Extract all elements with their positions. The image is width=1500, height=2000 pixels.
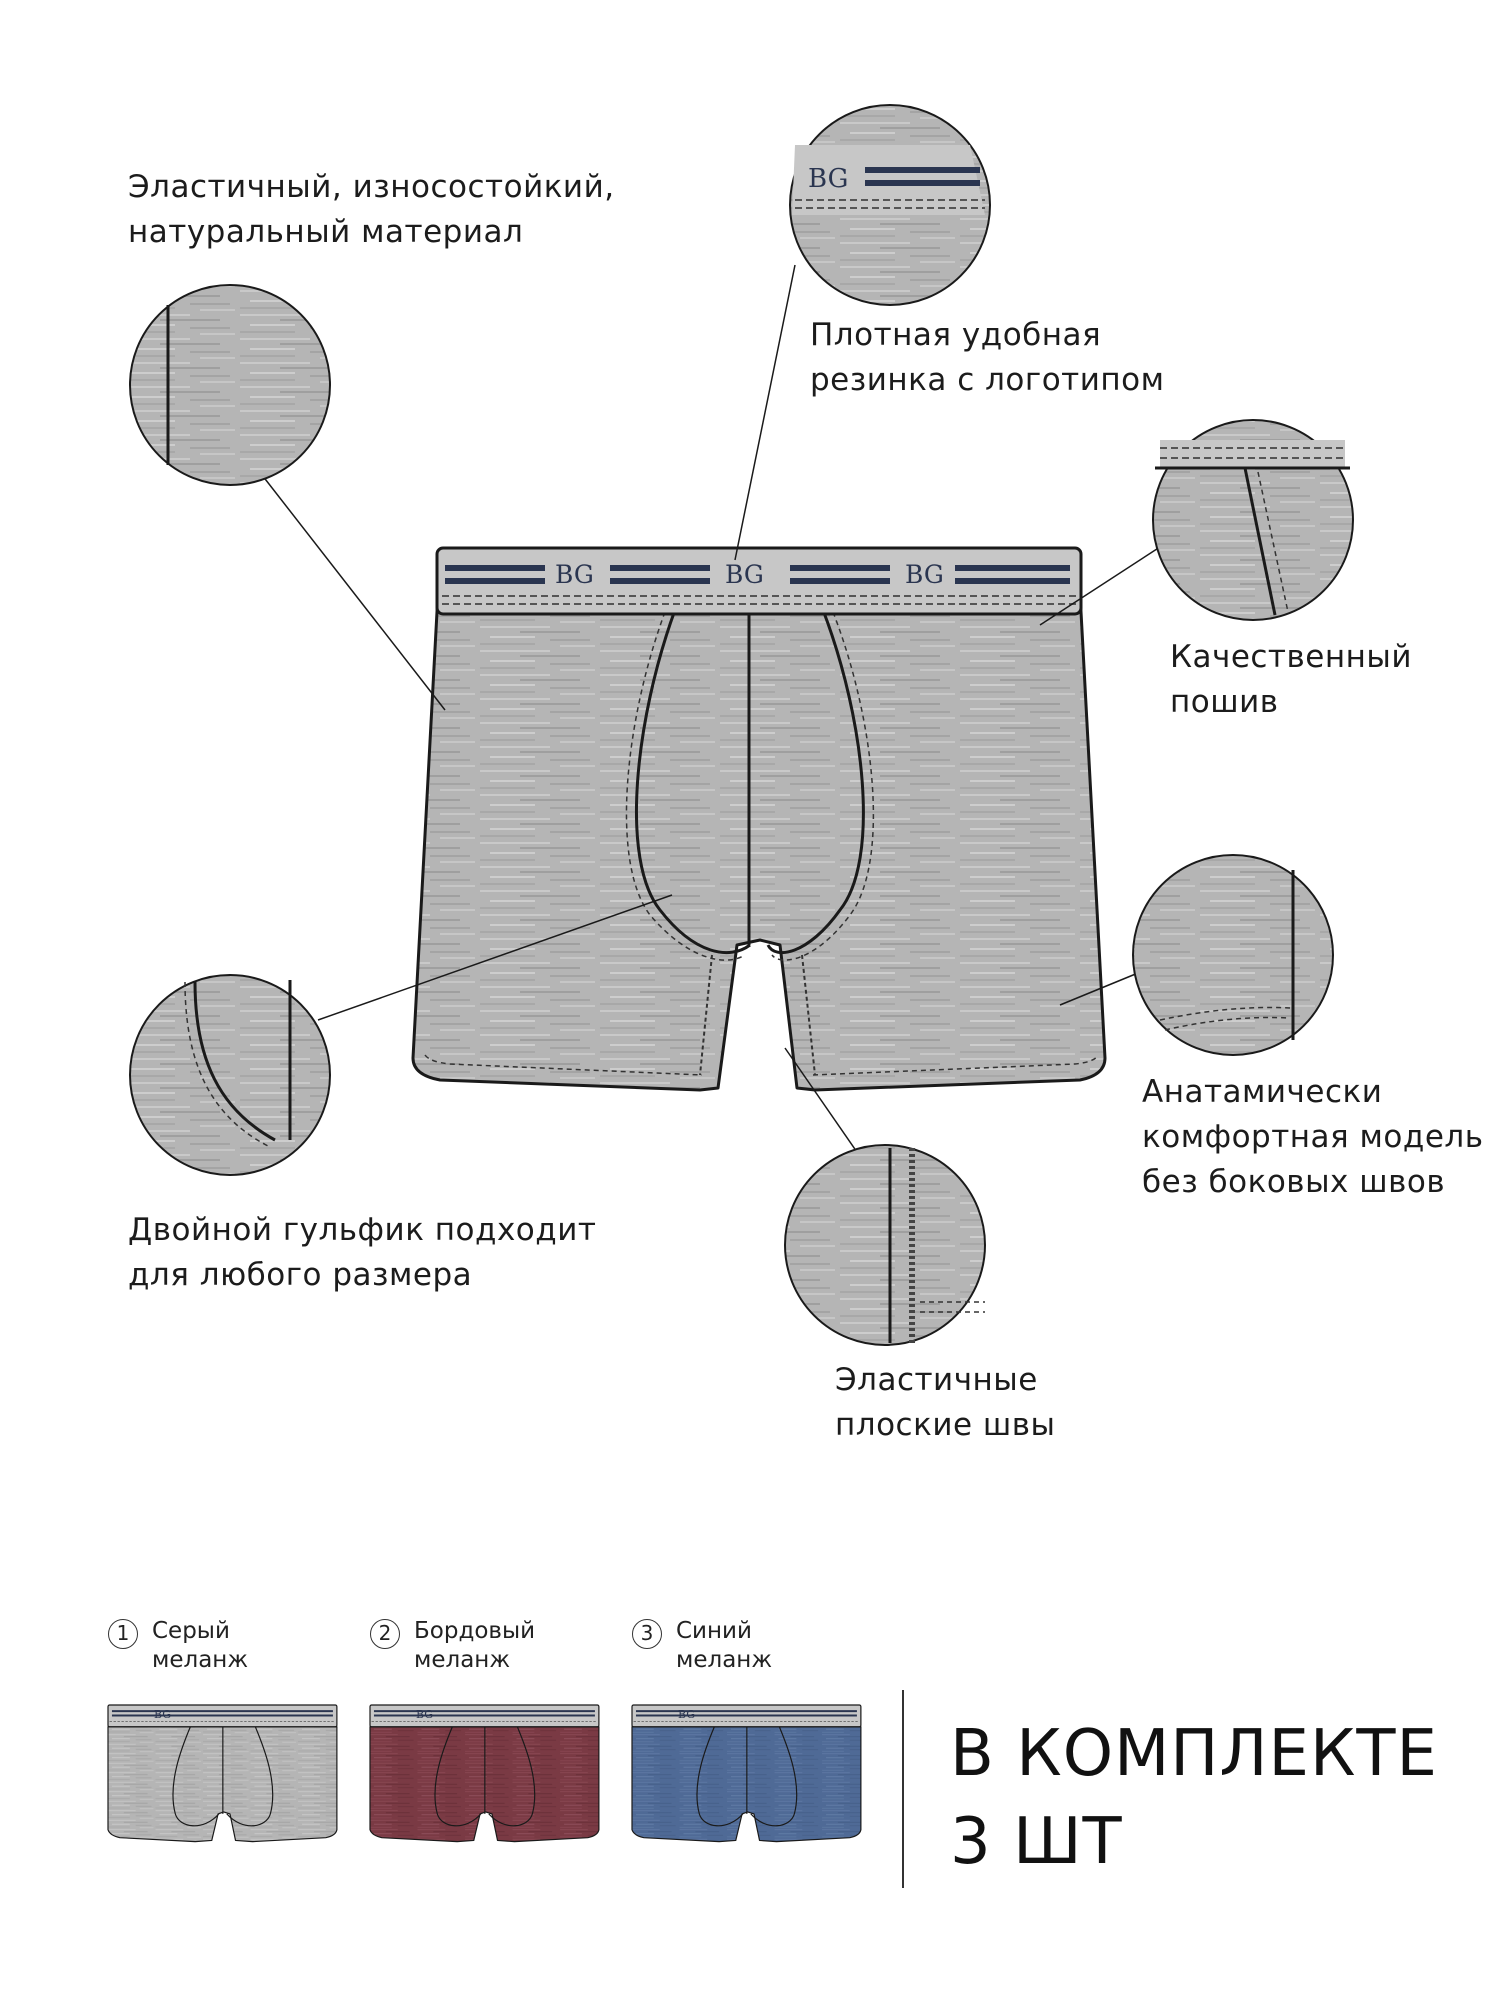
zoom-circle-pouch xyxy=(130,975,330,1175)
variant-thumbnail-burgundy xyxy=(370,1705,599,1842)
thumbnail-logo: BG xyxy=(416,1708,434,1721)
variant-number-badge: 1 xyxy=(108,1619,138,1649)
zoom-circle-waistband xyxy=(790,105,990,305)
feature-waistband-text: Плотная удобная резинка с логотипом xyxy=(810,317,1165,398)
feature-pouch-text: Двойной гульфик подходит для любого размера xyxy=(128,1212,597,1293)
zoom-circle-sewing xyxy=(1153,420,1353,620)
feature-material-text: Эластичный, износостойкий, натуральный материал xyxy=(128,169,615,250)
variant-number-badge: 2 xyxy=(370,1619,400,1649)
waistband-logo: BG xyxy=(905,560,944,589)
feature-seams-text: Эластичные плоские швы xyxy=(835,1362,1056,1443)
variant-thumbnail-grey xyxy=(108,1705,337,1842)
waistband-logo: BG xyxy=(725,560,764,589)
zoom-circle-anatomic xyxy=(1133,855,1333,1055)
waistband-logo: BG xyxy=(555,560,594,589)
feature-anatomic-text: Анатамически комфортная модель без боковых швов xyxy=(1142,1074,1484,1200)
thumbnail-logo: BG xyxy=(678,1708,696,1721)
waistband-logo-zoom: BG xyxy=(808,164,849,194)
feature-sewing-text: Качественный пошив xyxy=(1170,639,1412,720)
variant-thumbnail-blue xyxy=(632,1705,861,1842)
zoom-circle-seams xyxy=(785,1145,985,1345)
variant-number-badge: 3 xyxy=(632,1619,662,1649)
divider xyxy=(902,1690,904,1888)
main-boxer-illustration xyxy=(413,548,1105,1090)
set-count-label: В КОМПЛЕКТЕ 3 ШТ xyxy=(950,1717,1438,1879)
thumbnail-logo: BG xyxy=(154,1708,172,1721)
zoom-circle-material xyxy=(130,285,330,485)
